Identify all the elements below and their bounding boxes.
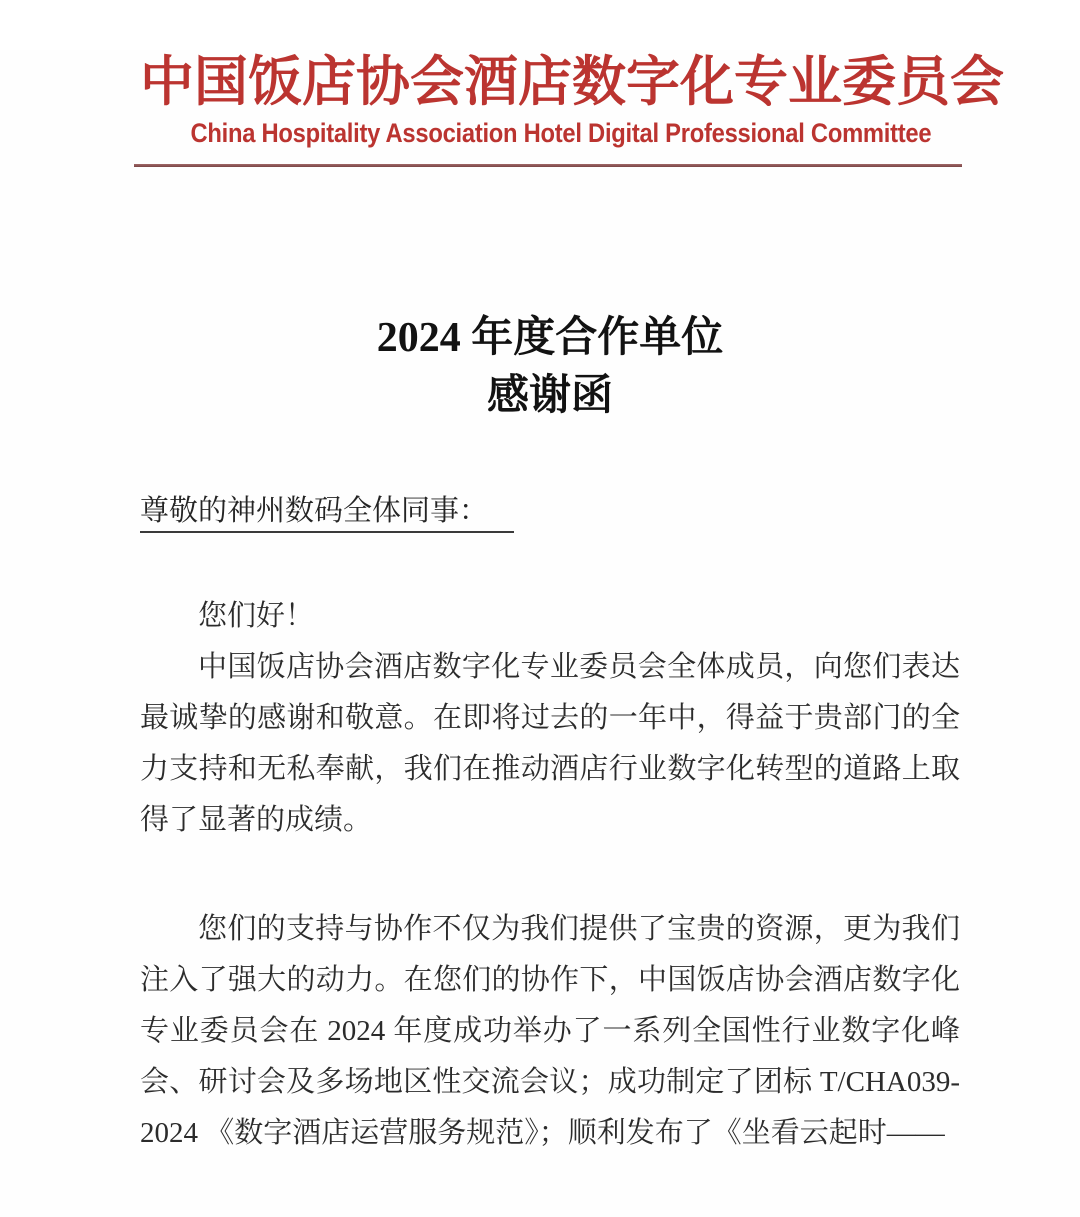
- letter-page: [0, 50, 1080, 1217]
- letterhead-title-english: China Hospitality Association Hotel Digital Professional Committee: [190, 118, 932, 148]
- salutation-text: 尊敬的神州数码全体同事：: [140, 495, 514, 533]
- letter-title-line-2: 感谢函: [486, 373, 613, 419]
- letter-body: [140, 309, 960, 1159]
- paragraph-thanks: 中国饭店协会酒店数字化专业委员会全体成员，向您们表达最诚挚的感谢和敬意。在即将过去的一年中，得益于贵部门的全力支持和无私奉献，我们在推动酒店行业数字化转型的道路上取得了显著的成绩。: [140, 651, 960, 836]
- salutation-line: [140, 486, 960, 537]
- paragraph-greeting: 您们好！: [198, 600, 315, 632]
- letterhead-title-english-wrap: [140, 118, 960, 148]
- letter-title: [140, 309, 960, 425]
- letterhead-divider-rule: [134, 164, 962, 167]
- letterhead: [140, 50, 1004, 167]
- paragraph-achievements: 您们的支持与协作不仅为我们提供了宝贵的资源，更为我们注入了强大的动力。在您们的协作下，中国饭店协会酒店数字化专业委员会在 2024 年度成功举办了一系列全国性行业数字化峰会、研讨会及多场地区性交流会议；成功制定了团标 T/CHA039-2024 《数字酒店运营服务规范》；顺利发布了《坐看云起时——: [140, 913, 960, 1149]
- letterhead-title-chinese: 中国饭店协会酒店数字化专业委员会: [140, 52, 1004, 112]
- letter-title-line-1: 2024 年度合作单位: [376, 315, 724, 361]
